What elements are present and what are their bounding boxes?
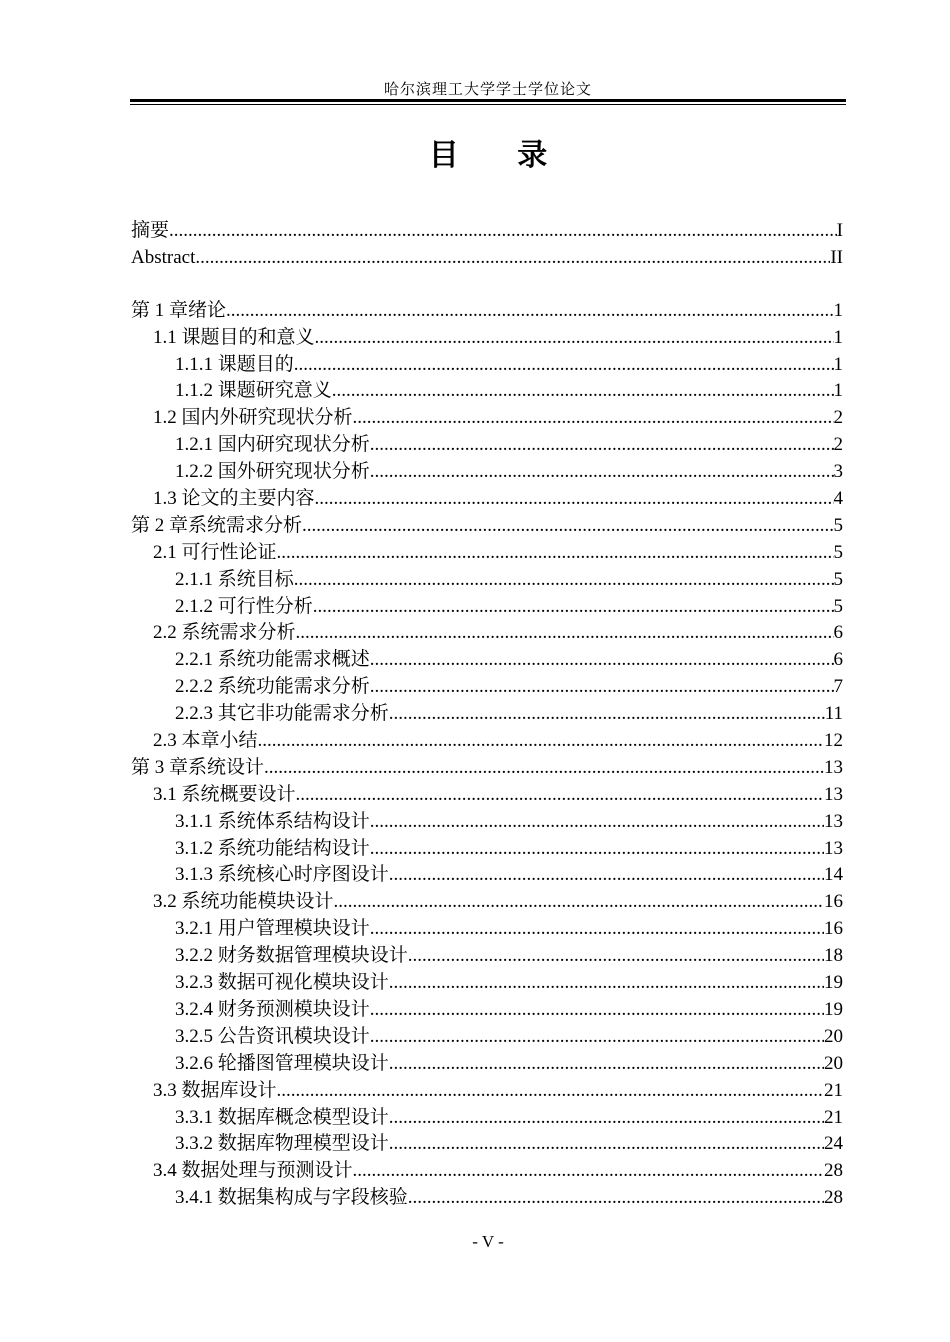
toc-entry-page: 24 [824,1133,843,1155]
toc-leader-dots [408,943,824,970]
toc-entry-page: 1 [833,353,843,375]
toc-entry-label: 2.1 可行性论证 [153,541,277,563]
toc-entry-label: 3.2.3 数据可视化模块设计 [175,972,389,994]
toc-entry-label: 第 3 章系统设计 [131,756,265,778]
toc-entry[interactable] [131,782,843,809]
toc-entry-page: 6 [833,622,843,644]
toc-leader-dots [370,647,834,674]
toc-leader-dots [277,1078,824,1105]
toc-leader-dots [389,1051,824,1078]
toc-entry-page: 13 [824,837,843,859]
toc-entry-page: 1 [833,299,843,321]
toc-entry[interactable] [131,701,843,728]
toc-entry-page: II [830,246,843,268]
toc-leader-dots [294,352,834,379]
toc-leader-dots [315,486,834,513]
toc-entry-label: 3.2.4 财务预测模块设计 [175,998,370,1020]
toc-entry-page: 3 [833,461,843,483]
toc-entry-page: 13 [824,756,843,778]
toc-entry-page: 28 [824,1160,843,1182]
header-rule-thick [130,99,846,102]
toc-entry-page: 6 [833,649,843,671]
header-title: 哈尔滨理工大学学士学位论文 [383,82,592,98]
toc-entry-label: 3.3 数据库设计 [153,1079,277,1101]
toc-entry-page: 14 [824,864,843,886]
toc-leader-dots [296,782,824,809]
toc-entry-page: 13 [824,810,843,832]
toc-entry-page: 18 [824,945,843,967]
page-number: - V - [472,1232,504,1251]
toc-leader-dots [332,378,834,405]
toc-entry[interactable] [131,513,843,540]
toc-entry[interactable] [131,540,843,567]
toc-entry-page: 21 [824,1079,843,1101]
toc-entry-page: 21 [824,1106,843,1128]
toc-leader-dots [370,459,834,486]
toc-entry-page: 5 [833,568,843,590]
toc-leader-dots [195,245,830,272]
toc-entry-label: 3.1 系统概要设计 [153,783,296,805]
toc-leader-dots [258,728,824,755]
toc-entry-page: 16 [824,891,843,913]
toc-entry-label: 3.3.1 数据库概念模型设计 [175,1106,389,1128]
toc-leader-dots [370,836,824,863]
toc-entry[interactable] [131,1131,843,1158]
toc-entry-page: 12 [824,730,843,752]
toc-entry[interactable] [131,325,843,352]
toc-entry-label: 1.1.2 课题研究意义 [175,380,332,402]
toc-entry-page: 1 [833,380,843,402]
toc-leader-dots [169,218,837,245]
toc-entry-label: 3.3.2 数据库物理模型设计 [175,1133,389,1155]
toc-entry[interactable] [131,486,843,513]
toc-entry[interactable] [131,997,843,1024]
toc-entry-page: 2 [833,434,843,456]
toc-entry[interactable] [131,352,843,379]
toc-entry[interactable] [131,889,843,916]
toc-leader-dots [264,755,824,782]
toc-entry-label: 2.2.3 其它非功能需求分析 [175,703,389,725]
toc-leader-dots [226,298,833,325]
toc-entry-page: 20 [824,1025,843,1047]
toc-entry-label: 1.1 课题目的和意义 [153,326,315,348]
toc-entry[interactable] [131,1024,843,1051]
toc-entry-page: 16 [824,918,843,940]
toc-entry-page: 28 [824,1187,843,1209]
toc-entry-page: 19 [824,998,843,1020]
toc-entry[interactable] [131,405,843,432]
toc-entry-page: 20 [824,1052,843,1074]
toc-entry-label: 1.3 论文的主要内容 [153,488,315,510]
toc-entry[interactable] [131,836,843,863]
toc-leader-dots [302,513,833,540]
toc-leader-dots [353,1158,824,1185]
toc-leader-dots [353,405,834,432]
toc-entry[interactable] [131,459,843,486]
toc-leader-dots [370,1024,824,1051]
toc-leader-dots [389,1105,824,1132]
table-of-contents [131,218,843,1212]
toc-entry[interactable] [131,728,843,755]
toc-entry[interactable] [131,862,843,889]
toc-entry[interactable] [131,432,843,459]
toc-entry-label: 3.4 数据处理与预测设计 [153,1160,353,1182]
toc-entry[interactable] [131,647,843,674]
toc-leader-dots [277,540,834,567]
toc-entry-label: 第 1 章绪论 [131,299,227,321]
toc-entry-page: 13 [824,783,843,805]
toc-entry-label: 2.1.2 可行性分析 [175,595,313,617]
toc-entry[interactable] [131,620,843,647]
toc-entry-page: 5 [833,595,843,617]
toc-entry-label: 3.4.1 数据集构成与字段核验 [175,1187,408,1209]
toc-entry-label: 3.2.2 财务数据管理模块设计 [175,945,408,967]
toc-entry-page: 5 [833,514,843,536]
toc-leader-dots [389,1131,824,1158]
toc-entry-page: 19 [824,972,843,994]
toc-entry[interactable] [131,1105,843,1132]
toc-leader-dots [296,620,834,647]
toc-entry-label: 1.2 国内外研究现状分析 [153,407,353,429]
toc-entry-label: 2.1.1 系统目标 [175,568,294,590]
toc-entry-page: I [836,220,843,241]
toc-entry-page: 11 [824,703,843,725]
toc-entry-page: 5 [833,541,843,563]
toc-entry[interactable] [131,567,843,594]
toc-leader-dots [389,862,824,889]
toc-entry[interactable] [131,298,843,325]
toc-leader-dots [389,701,825,728]
toc-entry[interactable] [131,594,843,621]
toc-leader-dots [294,567,834,594]
toc-entry-label: 3.1.1 系统体系结构设计 [175,810,370,832]
toc-leader-dots [334,889,824,916]
toc-entry[interactable] [131,674,843,701]
toc-entry-label: 2.3 本章小结 [153,730,258,752]
toc-leader-dots [313,594,834,621]
toc-entry-label: 1.1.1 课题目的 [175,353,294,375]
toc-leader-dots [389,970,824,997]
toc-entry[interactable] [131,1051,843,1078]
toc-leader-dots [370,432,834,459]
toc-entry-page: 7 [833,676,843,698]
toc-entry[interactable] [131,245,843,272]
toc-entry[interactable] [131,1185,843,1212]
toc-entry-label: 3.2.6 轮播图管理模块设计 [175,1052,389,1074]
toc-entry[interactable] [131,943,843,970]
toc-entry[interactable] [131,378,843,405]
toc-entry[interactable] [131,218,843,245]
toc-entry-label: 1.2.2 国外研究现状分析 [175,461,370,483]
page-title: 目 录 [428,138,572,173]
toc-entry[interactable] [131,1158,843,1185]
toc-entry-label: 2.2 系统需求分析 [153,622,296,644]
toc-leader-dots [315,325,834,352]
toc-entry[interactable] [131,1078,843,1105]
toc-entry[interactable] [131,809,843,836]
toc-entry-page: 1 [833,326,843,348]
toc-leader-dots [370,997,824,1024]
toc-entry-label: 3.2 系统功能模块设计 [153,891,334,913]
toc-entry-label: 3.1.3 系统核心时序图设计 [175,864,389,886]
toc-entry[interactable] [131,970,843,997]
toc-leader-dots [408,1185,824,1212]
toc-entry-label: 3.2.5 公告资讯模块设计 [175,1025,370,1047]
toc-entry[interactable] [131,755,843,782]
toc-entry-page: 2 [833,407,843,429]
toc-entry-label: 1.2.1 国内研究现状分析 [175,434,370,456]
header-rule-thin [130,104,846,105]
toc-entry-label: 3.2.1 用户管理模块设计 [175,918,370,940]
toc-leader-dots [370,916,824,943]
toc-entry-label: 2.2.1 系统功能需求概述 [175,649,370,671]
toc-entry-label: 摘要 [131,220,170,241]
toc-leader-dots [370,674,834,701]
toc-entry-label: 3.1.2 系统功能结构设计 [175,837,370,859]
toc-leader-dots [370,809,824,836]
toc-entry-label: Abstract [131,246,196,268]
toc-entry-label: 2.2.2 系统功能需求分析 [175,676,370,698]
toc-entry-label: 第 2 章系统需求分析 [131,514,303,536]
toc-entry-page: 4 [833,488,843,510]
toc-entry[interactable] [131,916,843,943]
